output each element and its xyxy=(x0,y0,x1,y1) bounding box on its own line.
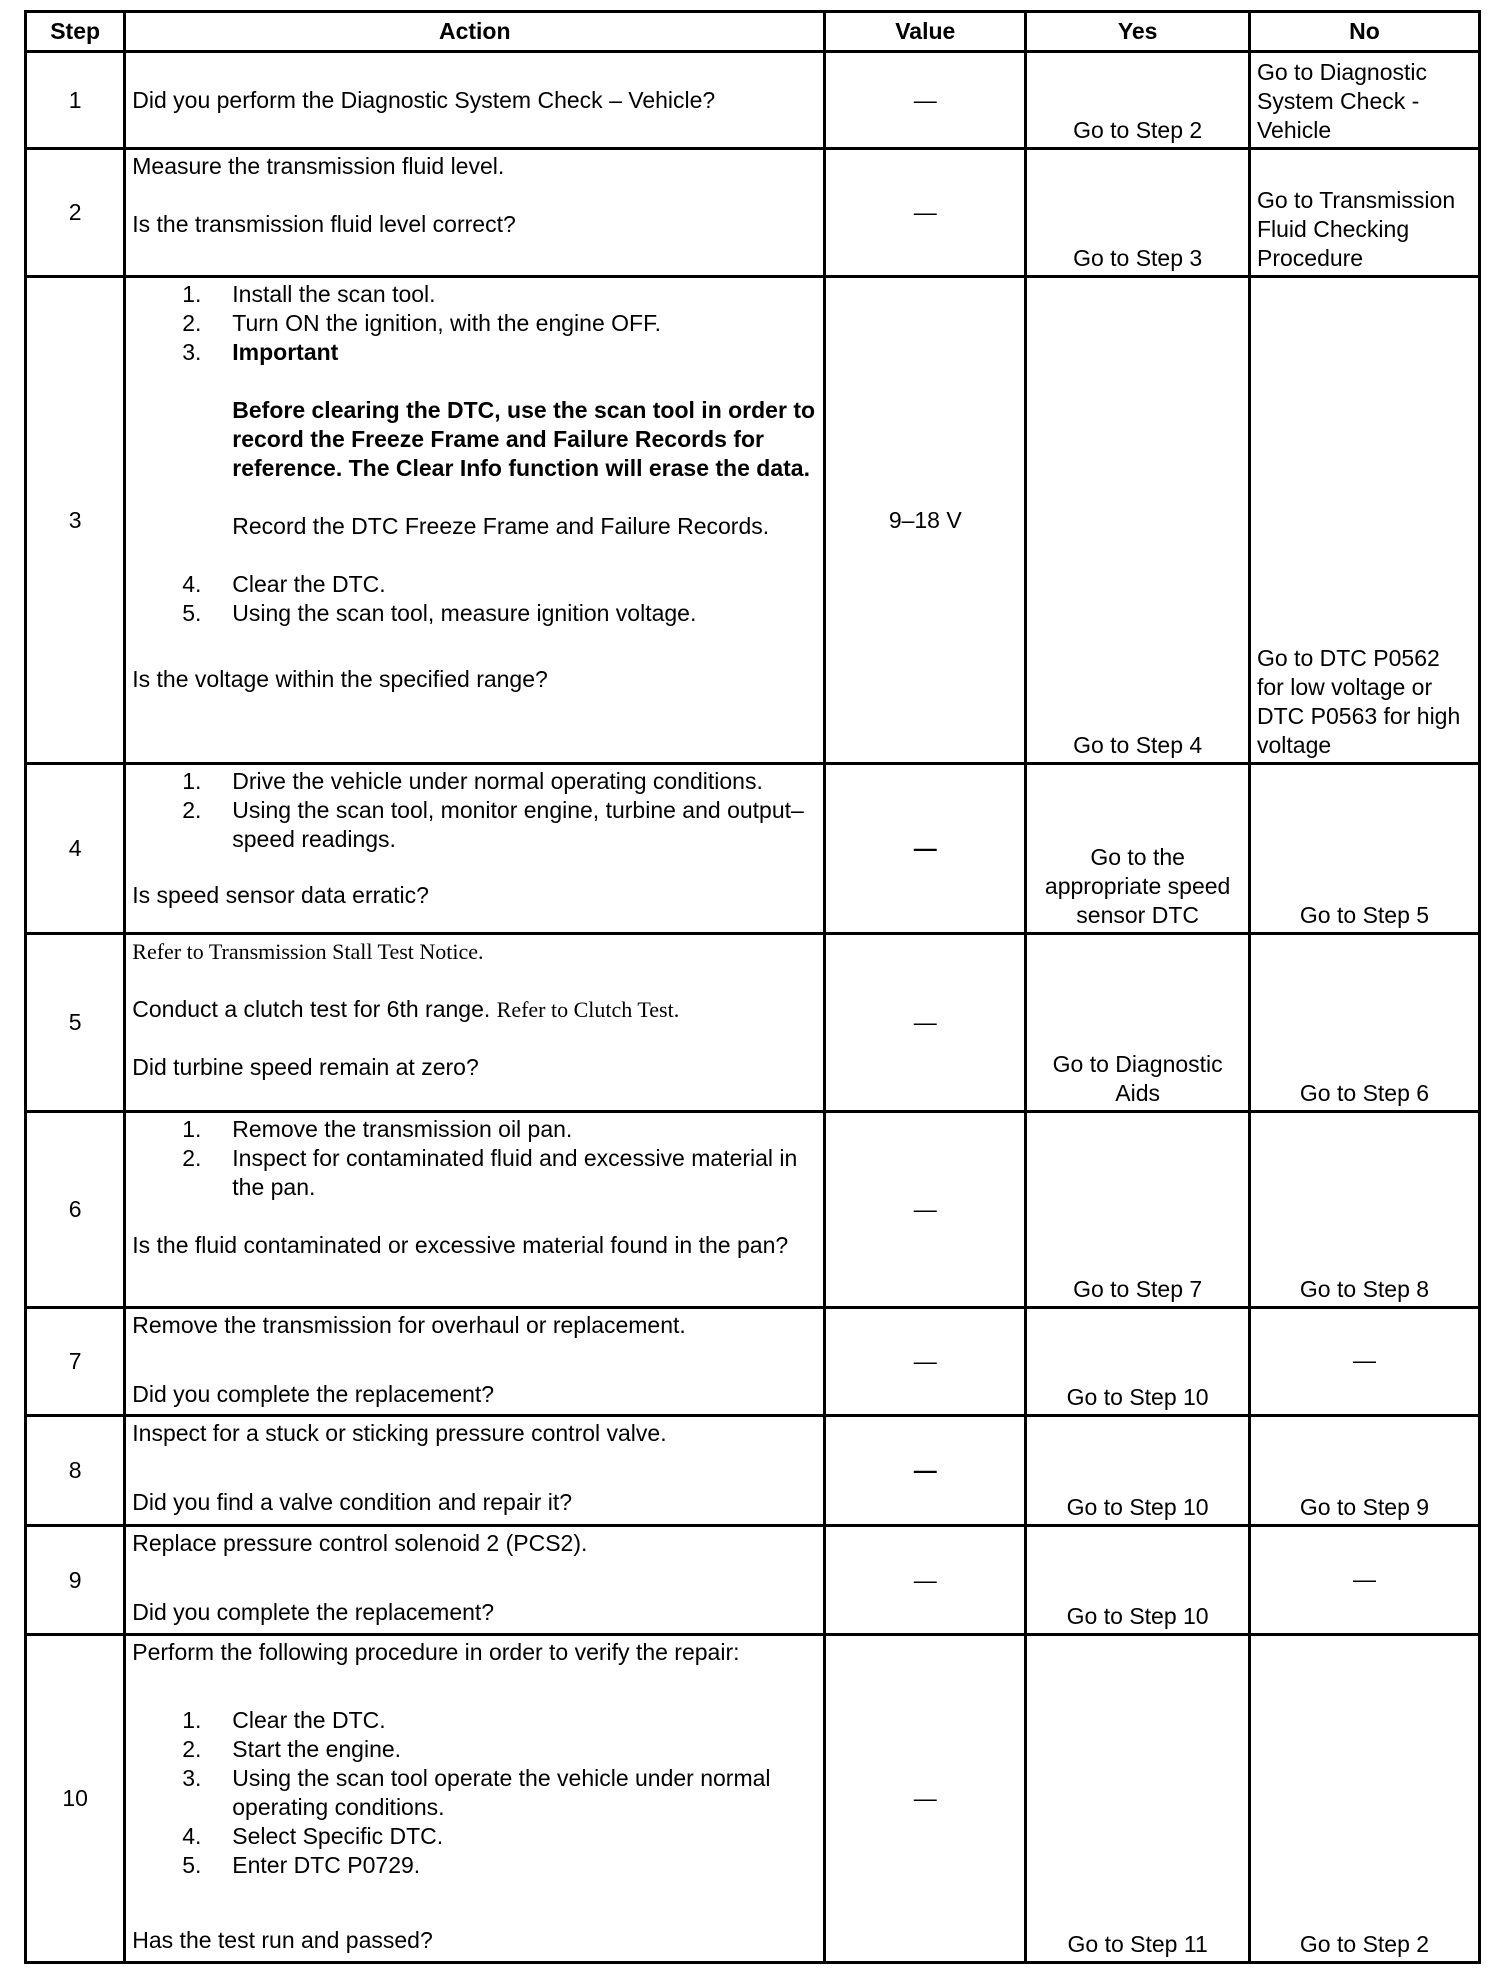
action-list xyxy=(132,767,817,854)
clutch-test-link[interactable]: Refer to Clutch Test. xyxy=(496,997,680,1022)
step-number: 7 xyxy=(26,1308,125,1416)
value-cell: 9–18 V xyxy=(825,277,1026,764)
no-cell: Go to Step 9 xyxy=(1249,1416,1479,1526)
no-cell: — xyxy=(1249,1308,1479,1416)
table-row xyxy=(26,934,1480,1112)
table-row xyxy=(26,1308,1480,1416)
no-cell: — xyxy=(1249,1526,1479,1635)
value-cell: — xyxy=(825,1112,1026,1308)
no-cell: Go to DTC P0562 for low voltage or DTC P0563 for high voltage xyxy=(1249,277,1479,764)
value-cell: — xyxy=(825,1635,1026,1963)
value-cell: — xyxy=(825,52,1026,149)
action-cell xyxy=(125,52,825,149)
list-item: 3. Using the scan tool operate the vehicle under normal operating conditions. xyxy=(182,1765,771,1820)
action-cell xyxy=(125,764,825,934)
no-cell: Go to Transmission Fluid Checking Procedure xyxy=(1249,149,1479,277)
yes-cell: Go to Step 10 xyxy=(1026,1308,1250,1416)
action-list xyxy=(132,1706,817,1880)
yes-cell: Go to Step 3 xyxy=(1026,149,1250,277)
action-cell xyxy=(125,1635,825,1963)
action-question: Is speed sensor data erratic? xyxy=(132,882,429,908)
yes-cell: Go to Step 4 xyxy=(1026,277,1250,764)
important-note: Before clearing the DTC, use the scan tool in order to record the Freeze Frame and Failure Records for reference. The Clear Info function will erase the data. xyxy=(232,397,816,481)
header-row xyxy=(26,12,1480,52)
list-item: 2. Start the engine. xyxy=(182,1736,402,1762)
yes-cell: Go to Step 10 xyxy=(1026,1416,1250,1526)
diagnostic-table-document xyxy=(24,10,1481,1964)
table-row xyxy=(26,1526,1480,1635)
action-question: Is the voltage within the specified range? xyxy=(132,666,548,692)
list-item: 5. Using the scan tool, measure ignition voltage. xyxy=(182,600,697,626)
list-item: 4. Clear the DTC. xyxy=(182,571,386,597)
table-row xyxy=(26,52,1480,149)
action-cell xyxy=(125,1526,825,1635)
action-question: Did you perform the Diagnostic System Check – Vehicle? xyxy=(132,86,716,113)
list-item: 3. Important Before clearing the DTC, use the scan tool in order to record the Freeze Frame and Failure Records for reference. The Clear Info function will erase the data. Record the DTC Freeze Frame and Failure Records. xyxy=(132,338,817,541)
action-intro: Perform the following procedure in order to verify the repair: xyxy=(132,1639,740,1665)
action-cell xyxy=(125,1308,825,1416)
action-cell xyxy=(125,149,825,277)
action-intro: Inspect for a stuck or sticking pressure control valve. xyxy=(132,1420,667,1446)
action-question: Did you find a valve condition and repair it? xyxy=(132,1489,573,1515)
action-intro: Replace pressure control solenoid 2 (PCS2). xyxy=(132,1530,588,1556)
action-cell xyxy=(125,934,825,1112)
list-item: 2. Using the scan tool, monitor engine, turbine and output–speed readings. xyxy=(182,797,804,852)
important-heading: Important xyxy=(232,339,339,365)
table-row xyxy=(26,1416,1480,1526)
step-number: 2 xyxy=(26,149,125,277)
diagnostic-table xyxy=(24,10,1481,1964)
table-row xyxy=(26,1112,1480,1308)
record-instruction: Record the DTC Freeze Frame and Failure Records. xyxy=(232,513,770,539)
table-row xyxy=(26,277,1480,764)
action-list-continued xyxy=(132,570,817,628)
yes-cell: Go to the appropriate speed sensor DTC xyxy=(1026,764,1250,934)
step-number: 9 xyxy=(26,1526,125,1635)
value-cell: — xyxy=(825,1308,1026,1416)
list-item: 1. Drive the vehicle under normal operating conditions. xyxy=(182,768,763,794)
list-item: 4. Select Specific DTC. xyxy=(182,1823,444,1849)
no-cell: Go to Step 5 xyxy=(1249,764,1479,934)
value-cell: — xyxy=(825,764,1026,934)
header-no: No xyxy=(1249,12,1479,52)
step-number: 3 xyxy=(26,277,125,764)
list-item: 5. Enter DTC P0729. xyxy=(182,1852,421,1878)
action-question: Did you complete the replacement? xyxy=(132,1381,495,1407)
value-cell: — xyxy=(825,1526,1026,1635)
no-cell: Go to Step 6 xyxy=(1249,934,1479,1112)
yes-cell: Go to Step 10 xyxy=(1026,1526,1250,1635)
no-cell: Go to Diagnostic System Check - Vehicle xyxy=(1249,52,1479,149)
yes-cell: Go to Step 2 xyxy=(1026,52,1250,149)
list-item: 1. Remove the transmission oil pan. xyxy=(182,1116,573,1142)
value-cell: — xyxy=(825,1416,1026,1526)
header-step: Step xyxy=(26,12,125,52)
step-number: 4 xyxy=(26,764,125,934)
action-question: Is the fluid contaminated or excessive material found in the pan? xyxy=(132,1232,789,1258)
step-number: 6 xyxy=(26,1112,125,1308)
step-number: 10 xyxy=(26,1635,125,1963)
list-item: 1. Clear the DTC. xyxy=(182,1707,386,1733)
action-list xyxy=(132,1115,817,1202)
step-number: 5 xyxy=(26,934,125,1112)
action-question: Has the test run and passed? xyxy=(132,1927,433,1953)
no-cell: Go to Step 2 xyxy=(1249,1635,1479,1963)
step-number: 1 xyxy=(26,52,125,149)
list-item: 2. Inspect for contaminated fluid and excessive material in the pan. xyxy=(182,1145,798,1200)
yes-cell: Go to Step 7 xyxy=(1026,1112,1250,1308)
action-intro: Measure the transmission fluid level. xyxy=(132,153,505,179)
header-yes: Yes xyxy=(1026,12,1250,52)
step-number: 8 xyxy=(26,1416,125,1526)
header-value: Value xyxy=(825,12,1026,52)
list-item: 1. Install the scan tool. xyxy=(182,281,436,307)
action-intro: Remove the transmission for overhaul or replacement. xyxy=(132,1312,686,1338)
action-instruction: Conduct a clutch test for 6th range. Refer to Clutch Test. xyxy=(132,996,680,1022)
table-row xyxy=(26,149,1480,277)
action-list xyxy=(132,280,817,541)
action-question: Is the transmission fluid level correct? xyxy=(132,211,516,237)
action-question: Did turbine speed remain at zero? xyxy=(132,1054,479,1080)
no-cell: Go to Step 8 xyxy=(1249,1112,1479,1308)
yes-cell: Go to Step 11 xyxy=(1026,1635,1250,1963)
table-row xyxy=(26,764,1480,934)
action-question: Did you complete the replacement? xyxy=(132,1599,495,1625)
header-action: Action xyxy=(125,12,825,52)
action-cell xyxy=(125,1112,825,1308)
yes-cell: Go to Diagnostic Aids xyxy=(1026,934,1250,1112)
value-cell: — xyxy=(825,934,1026,1112)
list-item: 2. Turn ON the ignition, with the engine OFF. xyxy=(182,310,661,336)
stall-test-notice-link[interactable]: Refer to Transmission Stall Test Notice. xyxy=(132,939,484,964)
value-cell: — xyxy=(825,149,1026,277)
action-cell xyxy=(125,277,825,764)
action-cell xyxy=(125,1416,825,1526)
table-row xyxy=(26,1635,1480,1963)
